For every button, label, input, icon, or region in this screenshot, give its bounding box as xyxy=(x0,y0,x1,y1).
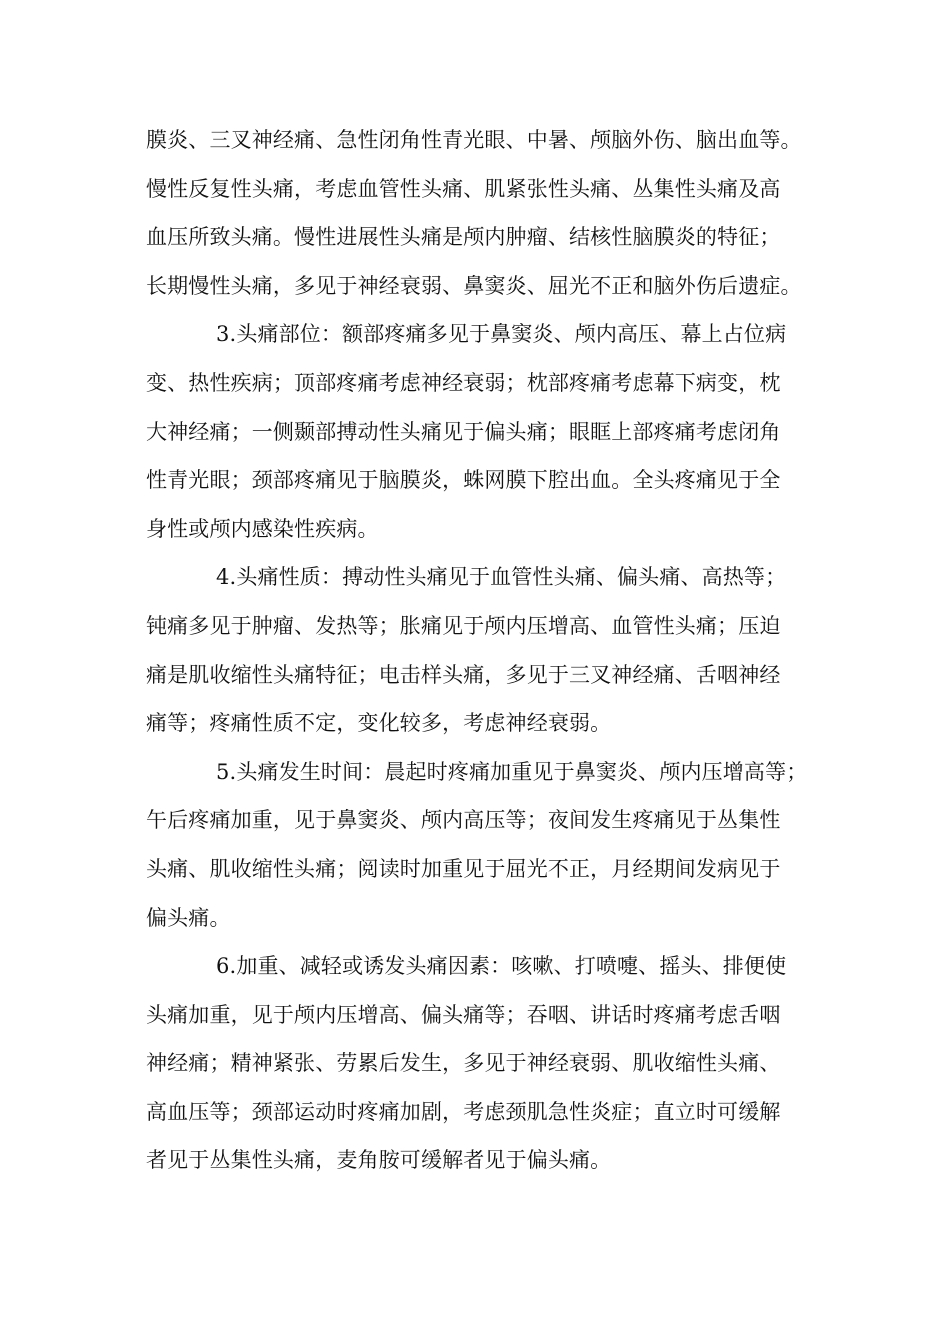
paragraph-headache-factors xyxy=(146,942,812,1185)
text-line: 身性或颅内感染性疾病。 xyxy=(146,516,379,541)
text-line: 5.头痛发生时间：晨起时疼痛加重见于鼻窦炎、颅内压增高等； xyxy=(216,759,808,784)
text-line: 头痛加重，见于颅内压增高、偏头痛等；吞咽、讲话时疼痛考虑舌咽 xyxy=(146,1002,781,1027)
text-line: 高血压等；颈部运动时疼痛加剧，考虑颈肌急性炎症；直立时可缓解 xyxy=(146,1099,781,1124)
text-line: 者见于丛集性头痛，麦角胺可缓解者见于偏头痛。 xyxy=(146,1148,612,1173)
text-line: 膜炎、三叉神经痛、急性闭角性青光眼、中暑、颅脑外伤、脑出血等。 xyxy=(146,128,802,152)
paragraph-continuation xyxy=(146,116,812,310)
text-line: 性青光眼；颈部疼痛见于脑膜炎，蛛网膜下腔出血。全头疼痛见于全 xyxy=(146,468,781,493)
text-line: 痛是肌收缩性头痛特征；电击样头痛，多见于三叉神经痛、舌咽神经 xyxy=(146,662,781,687)
text-line: 钝痛多见于肿瘤、发热等；胀痛见于颅内压增高、血管性头痛；压迫 xyxy=(146,613,781,638)
paragraph-headache-nature xyxy=(146,553,812,747)
text-line: 慢性反复性头痛，考虑血管性头痛、肌紧张性头痛、丛集性头痛及高 xyxy=(146,176,781,201)
paragraph-headache-location xyxy=(146,310,812,553)
text-line: 6.加重、减轻或诱发头痛因素：咳嗽、打喷嚏、摇头、排便使 xyxy=(216,954,787,979)
text-line: 4.头痛性质：搏动性头痛见于血管性头痛、偏头痛、高热等； xyxy=(216,565,787,590)
text-line: 偏头痛。 xyxy=(146,905,231,930)
text-line: 变、热性疾病；顶部疼痛考虑神经衰弱；枕部疼痛考虑幕下病变，枕 xyxy=(146,370,781,395)
text-line: 痛等；疼痛性质不定，变化较多，考虑神经衰弱。 xyxy=(146,711,612,736)
text-line: 神经痛；精神紧张、劳累后发生，多见于神经衰弱、肌收缩性头痛、 xyxy=(146,1051,781,1076)
text-line: 血压所致头痛。慢性进展性头痛是颅内肿瘤、结核性脑膜炎的特征； xyxy=(146,225,781,250)
text-line: 午后疼痛加重，见于鼻窦炎、颅内高压等；夜间发生疼痛见于丛集性 xyxy=(146,808,781,833)
paragraph-headache-timing xyxy=(146,748,812,942)
text-line: 3.头痛部位：额部疼痛多见于鼻窦炎、颅内高压、幕上占位病 xyxy=(216,322,787,347)
text-line: 头痛、肌收缩性头痛；阅读时加重见于屈光不正，月经期间发病见于 xyxy=(146,856,781,881)
text-line: 长期慢性头痛，多见于神经衰弱、鼻窦炎、屈光不正和脑外伤后遗症。 xyxy=(146,273,802,298)
text-line: 大神经痛；一侧颞部搏动性头痛见于偏头痛；眼眶上部疼痛考虑闭角 xyxy=(146,419,781,444)
body-text xyxy=(146,116,812,1185)
